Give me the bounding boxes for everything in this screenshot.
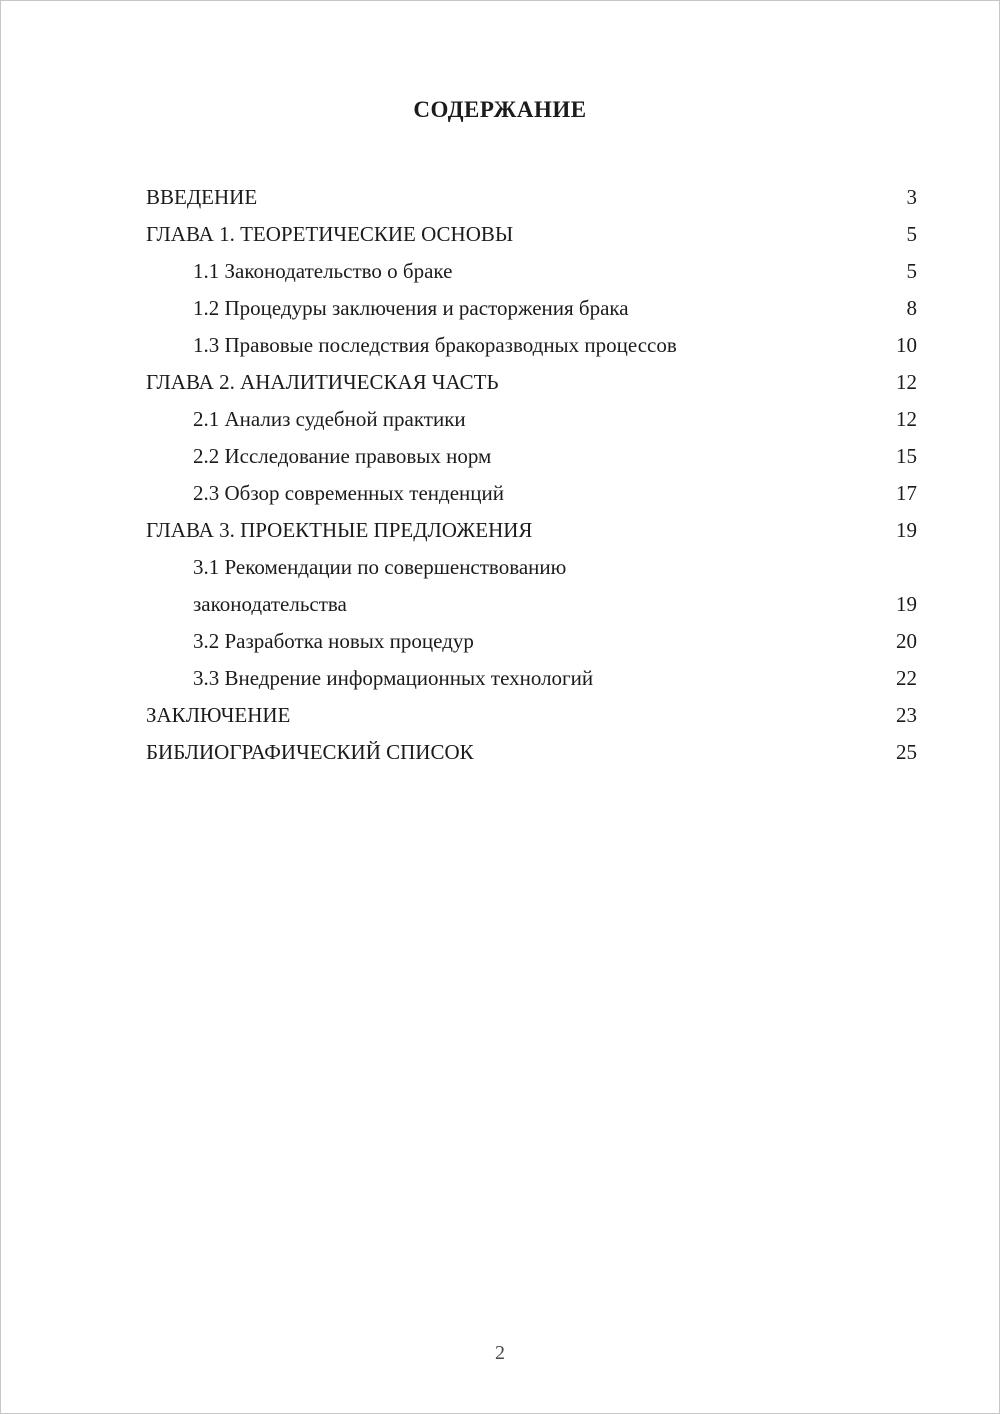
toc-entry-label: 3.2 Разработка новых процедур	[193, 629, 474, 653]
page-title: СОДЕРЖАНИЕ	[413, 97, 587, 122]
toc-entry-page: 8	[906, 296, 917, 320]
toc-entry	[146, 512, 917, 549]
toc-entry-label: ЗАКЛЮЧЕНИЕ	[146, 703, 291, 727]
toc-entry	[146, 216, 917, 253]
toc-entry	[146, 475, 917, 512]
toc-entry-page: 3	[906, 185, 917, 209]
toc-entry-label: ГЛАВА 2. АНАЛИТИЧЕСКАЯ ЧАСТЬ	[146, 370, 499, 394]
toc-entry	[146, 364, 917, 401]
toc-entry-page: 22	[896, 666, 917, 690]
toc-entry	[146, 438, 917, 475]
toc-entry	[146, 179, 917, 216]
toc-entry-page: 23	[896, 703, 917, 727]
toc-entry	[146, 549, 917, 623]
toc-entry-label: 1.1 Законодательство о браке	[193, 259, 453, 283]
toc-entry-page: 25	[896, 740, 917, 764]
toc-entry	[146, 623, 917, 660]
table-of-contents	[146, 179, 917, 771]
toc-entry	[146, 401, 917, 438]
toc-entry-page: 5	[906, 222, 917, 246]
toc-entry-label: ВВЕДЕНИЕ	[146, 185, 258, 209]
toc-entry-page: 5	[906, 259, 917, 283]
toc-entry	[146, 290, 917, 327]
toc-entry-label: 2.1 Анализ судебной практики	[193, 407, 466, 431]
toc-entry-page: 17	[896, 481, 917, 505]
toc-entry-label: 3.1 Рекомендации по совершенствованию законодательства	[193, 555, 567, 616]
toc-entry-page: 12	[896, 407, 917, 431]
toc-entry-page: 10	[896, 333, 917, 357]
toc-entry-label: ГЛАВА 1. ТЕОРЕТИЧЕСКИЕ ОСНОВЫ	[146, 222, 514, 246]
toc-entry-page: 19	[896, 592, 917, 616]
toc-entry	[146, 697, 917, 734]
toc-entry-label: 1.2 Процедуры заключения и расторжения брака	[193, 296, 629, 320]
toc-entry-page: 15	[896, 444, 917, 468]
toc-entry	[146, 734, 917, 771]
toc-entry-page: 20	[896, 629, 917, 653]
page-number: 2	[495, 1342, 505, 1364]
toc-entry-label: БИБЛИОГРАФИЧЕСКИЙ СПИСОК	[146, 740, 474, 764]
toc-entry-label: ГЛАВА 3. ПРОЕКТНЫЕ ПРЕДЛОЖЕНИЯ	[146, 518, 533, 542]
toc-entry-page: 12	[896, 370, 917, 394]
toc-entry-page: 19	[896, 518, 917, 542]
toc-entry-label: 2.2 Исследование правовых норм	[193, 444, 492, 468]
toc-entry	[146, 327, 917, 364]
toc-entry-label: 1.3 Правовые последствия бракоразводных процессов	[193, 333, 677, 357]
toc-entry	[146, 660, 917, 697]
toc-entry-label: 2.3 Обзор современных тенденций	[193, 481, 504, 505]
toc-entry-label: 3.3 Внедрение информационных технологий	[193, 666, 594, 690]
toc-entry	[146, 253, 917, 290]
